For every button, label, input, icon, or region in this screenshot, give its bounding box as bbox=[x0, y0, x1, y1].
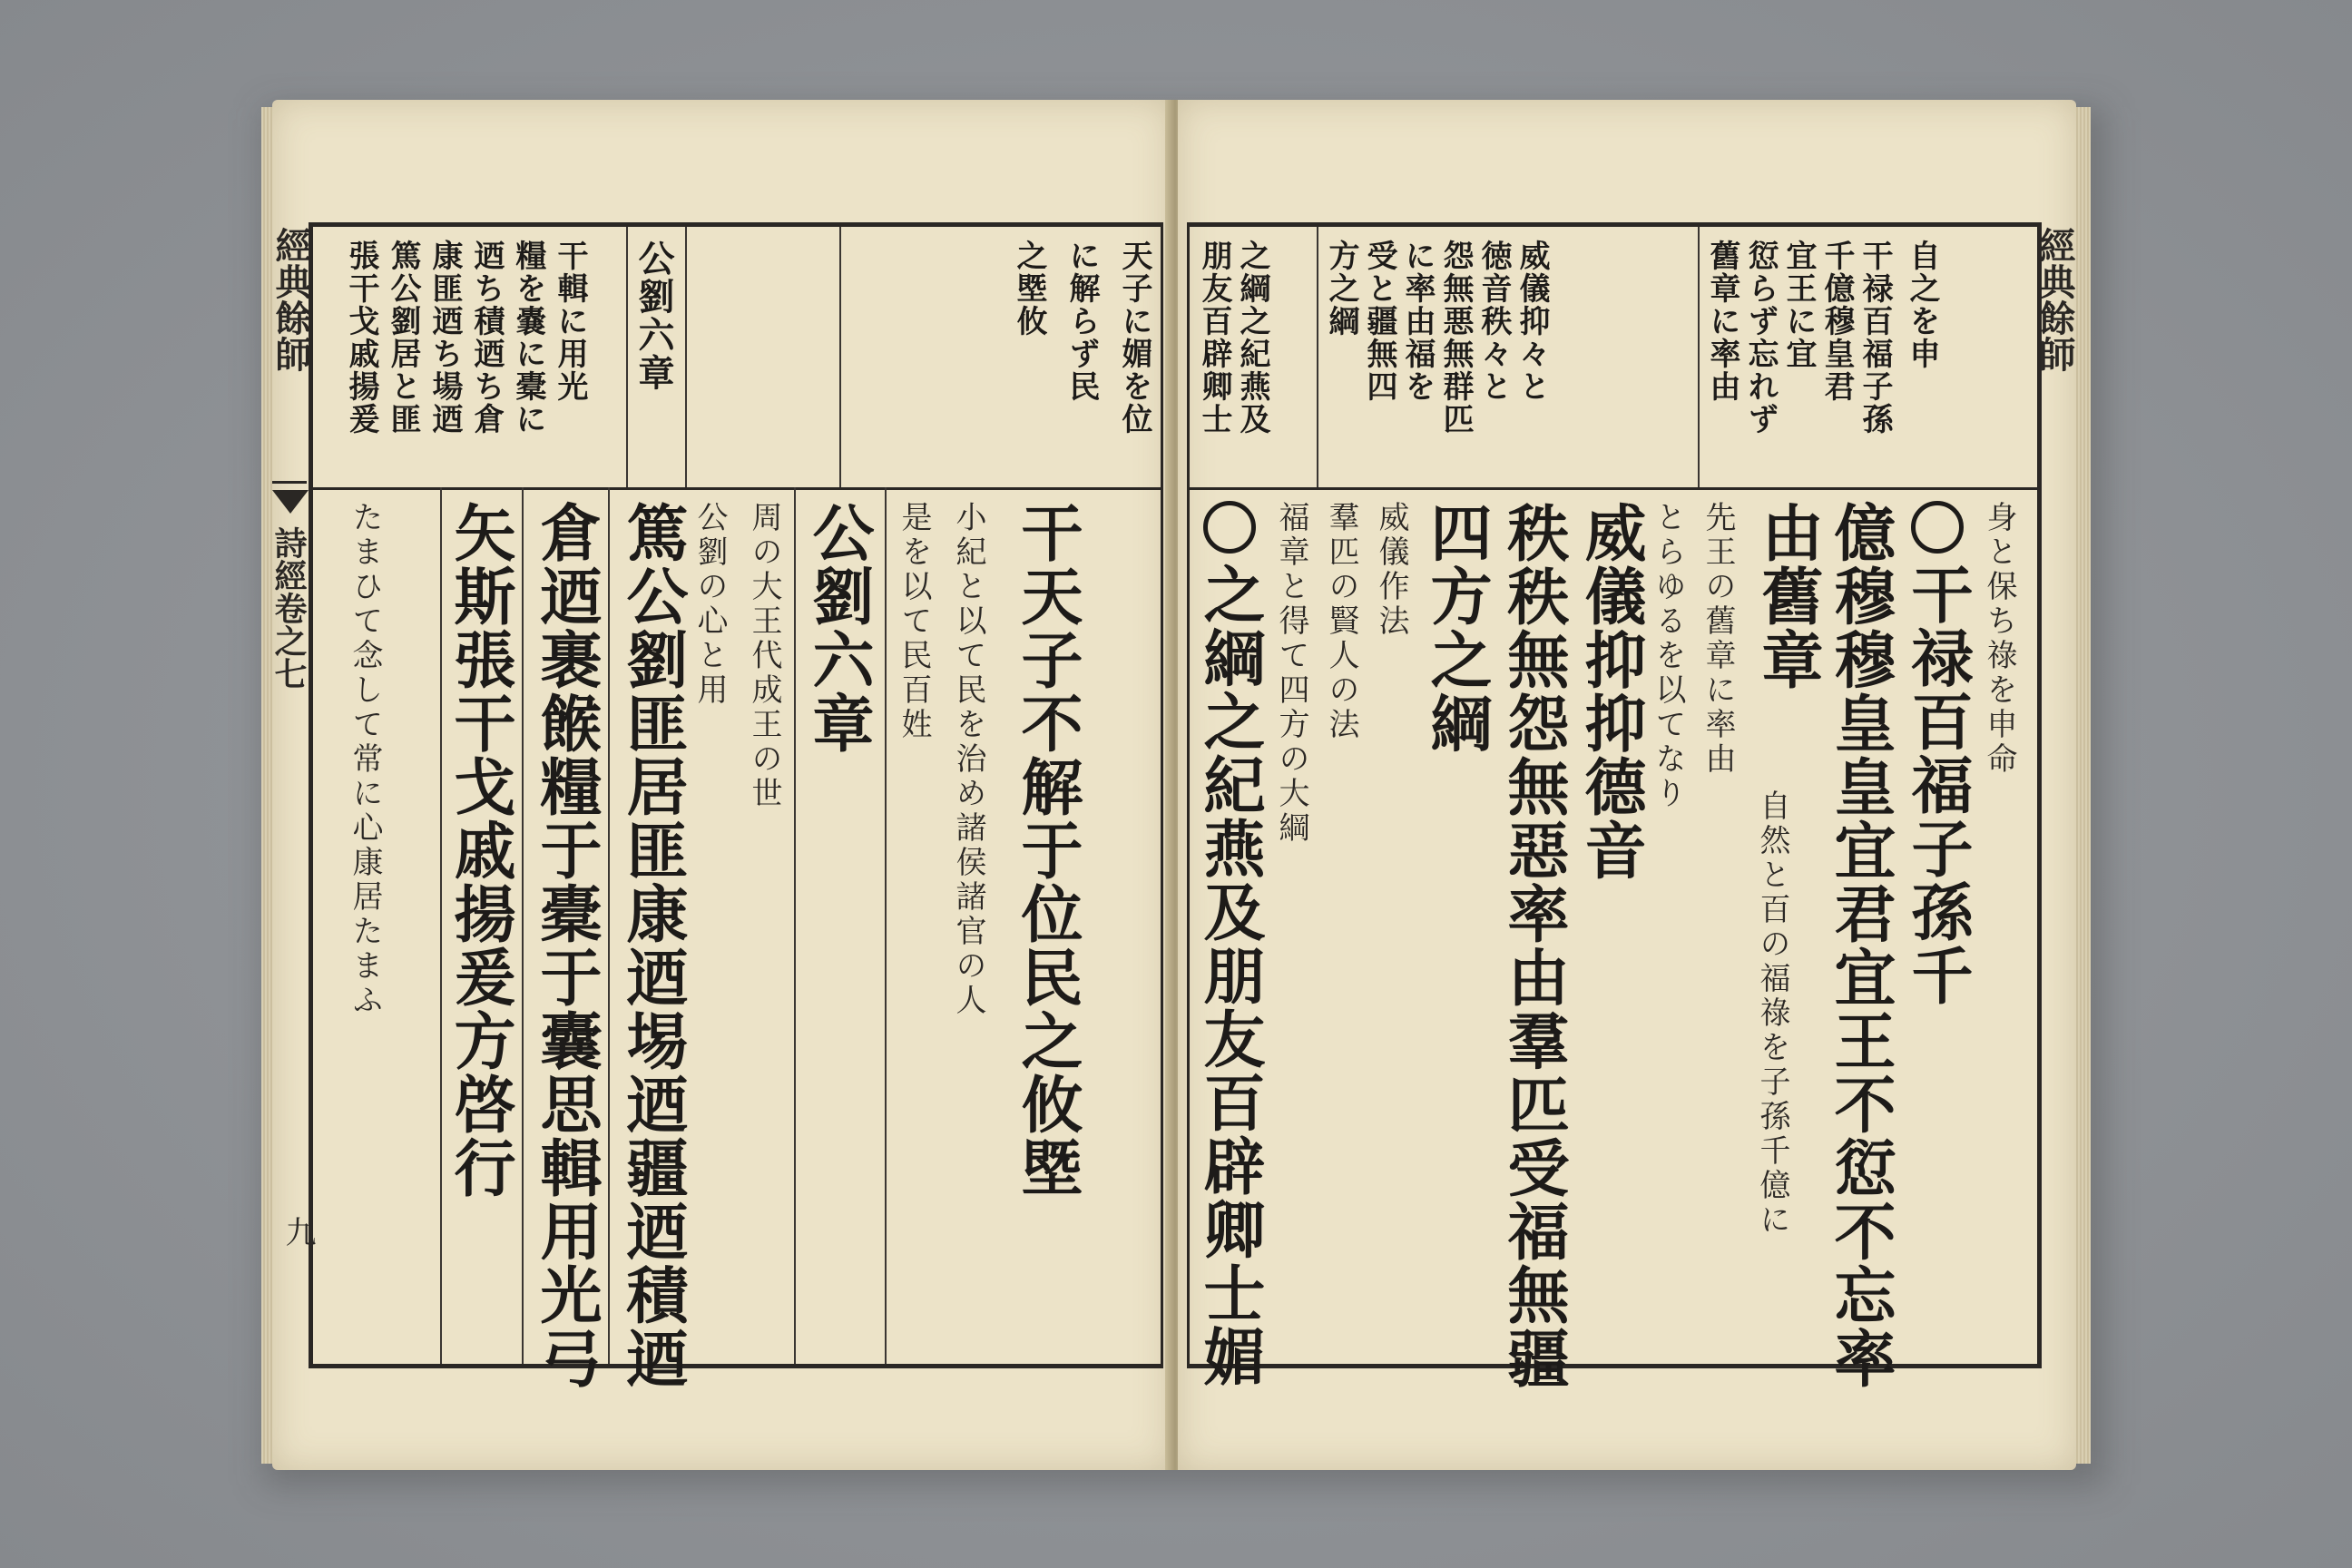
right-main-col: 由舊章 bbox=[1751, 501, 1824, 691]
left-upper-col: 干輯に用光 bbox=[552, 240, 588, 403]
left-lower-divider bbox=[608, 487, 610, 1364]
right-upper-col: に率由福を bbox=[1399, 240, 1436, 403]
right-main-text: 之綱之紀燕及朋友百辟卿士媚 bbox=[1193, 563, 1266, 1388]
right-margin-title-top: 經典餘師 bbox=[2034, 227, 2076, 372]
right-upper-col: 怨無悪無群匹 bbox=[1437, 240, 1474, 436]
left-upper-col: 篤公劉居と匪 bbox=[385, 240, 421, 436]
circle-mark bbox=[1203, 501, 1256, 554]
right-upper-col: 之綱之紀燕及 bbox=[1234, 240, 1270, 436]
right-upper-divider bbox=[1698, 227, 1700, 487]
left-upper-col: 糧を嚢に橐に bbox=[510, 240, 546, 436]
right-upper-col: 威儀抑々と bbox=[1514, 240, 1550, 403]
left-main-col: 篤公劉匪居匪康迺埸迺疆迺積迺 bbox=[616, 501, 689, 1390]
page-edges-right bbox=[2074, 107, 2091, 1464]
right-page bbox=[1178, 100, 2076, 1470]
right-gloss-col: とらゆるを以てなり bbox=[1650, 501, 1686, 811]
right-main-col bbox=[1193, 501, 1266, 1399]
left-margin-title-top: 經典餘師 bbox=[270, 227, 312, 372]
fishtail-mark bbox=[272, 490, 309, 514]
left-main-col: 倉迺裹餱糧于橐于囊思輯用光弓 bbox=[530, 501, 603, 1390]
right-main-col: 四方之綱 bbox=[1420, 501, 1493, 755]
right-main-col: 秩秩無怨無惡率由羣匹受福無疆 bbox=[1497, 501, 1570, 1390]
left-lower-divider bbox=[522, 487, 524, 1364]
circle-mark bbox=[1911, 501, 1964, 554]
left-upper-col: 之塈攸 bbox=[1011, 240, 1047, 338]
left-upper-col: 康匪迺ち場迺 bbox=[426, 240, 463, 436]
left-page bbox=[272, 100, 1171, 1470]
left-upper-col: に解らず民 bbox=[1063, 240, 1100, 403]
left-gloss-col: たまひて念して常に心康居たまふ bbox=[347, 501, 383, 1018]
left-upper-divider bbox=[626, 227, 628, 487]
left-lower-divider bbox=[440, 487, 442, 1364]
right-main-col: 億穆穆皇皇宜君宜王不愆不忘率 bbox=[1824, 501, 1896, 1390]
left-upper-col: 迺ち積迺ち倉 bbox=[468, 240, 505, 436]
left-lower-divider bbox=[794, 487, 796, 1364]
right-gloss-col: 先王の舊章に率由 bbox=[1700, 501, 1736, 777]
right-upper-col: 受と疆無四 bbox=[1361, 240, 1397, 403]
right-main-text: 干禄百福子孫千 bbox=[1901, 563, 1974, 1007]
right-main-col bbox=[1901, 501, 1974, 1399]
left-upper-col: 天子に媚を位 bbox=[1116, 240, 1152, 436]
folio-separator bbox=[272, 481, 307, 484]
right-gloss-col: 威儀作法 bbox=[1373, 501, 1409, 639]
right-upper-col: 方之綱 bbox=[1323, 240, 1359, 338]
right-upper-col: 干禄百福子孫 bbox=[1857, 240, 1893, 436]
right-text-frame bbox=[1187, 222, 2042, 1390]
left-margin-title-bottom: 詩經卷之七 bbox=[270, 526, 308, 690]
left-gloss-col: 周の大王代成王の世 bbox=[746, 501, 782, 811]
right-upper-col: 舊章に率由 bbox=[1704, 240, 1740, 403]
left-upper-divider bbox=[839, 227, 841, 487]
right-main-col bbox=[1574, 501, 1647, 1399]
left-text-frame bbox=[309, 222, 1163, 1390]
left-gloss-col: 是を以て民百姓 bbox=[896, 501, 932, 742]
left-page-number: 九 bbox=[279, 1216, 316, 1247]
left-gloss-col: 小紀と以て民を治め諸侯諸官の人 bbox=[950, 501, 986, 1018]
right-gloss-col: 福章と得て四方の大綱 bbox=[1273, 501, 1309, 846]
right-register-line bbox=[1190, 487, 2037, 490]
right-upper-divider bbox=[1317, 227, 1318, 487]
right-upper-col: 愆らず忘れず bbox=[1742, 240, 1779, 436]
right-upper-col: 千億穆皇君 bbox=[1818, 240, 1855, 403]
right-main-text: 威儀抑抑德音 bbox=[1574, 501, 1647, 882]
right-gloss-col: 自然と百の福祿を子孫千億に bbox=[1754, 789, 1790, 1238]
right-upper-col: 自之を申 bbox=[1904, 240, 1940, 370]
left-main-col: 矢斯張干戈戚揚爰方啓行 bbox=[444, 501, 516, 1200]
left-upper-col: 張干戈戚揚爰 bbox=[343, 240, 379, 436]
left-lower-divider bbox=[885, 487, 887, 1364]
right-gloss-col: 羣匹の賢人の法 bbox=[1323, 501, 1359, 742]
right-upper-col: 徳音秩々と bbox=[1475, 240, 1512, 403]
left-upper-col: 公劉六章 bbox=[632, 240, 675, 392]
left-main-col: 公劉六章 bbox=[802, 501, 875, 755]
right-upper-col: 宜王に宜 bbox=[1780, 240, 1817, 370]
right-upper-col: 朋友百辟卿士 bbox=[1196, 240, 1232, 436]
left-upper-divider bbox=[685, 227, 687, 487]
left-main-col: 干天子不解于位民之攸塈 bbox=[1011, 501, 1083, 1200]
right-gloss-col: 身と保ち祿を申命 bbox=[1981, 501, 2017, 777]
left-gloss-col: 公劉の心と用 bbox=[691, 501, 728, 708]
